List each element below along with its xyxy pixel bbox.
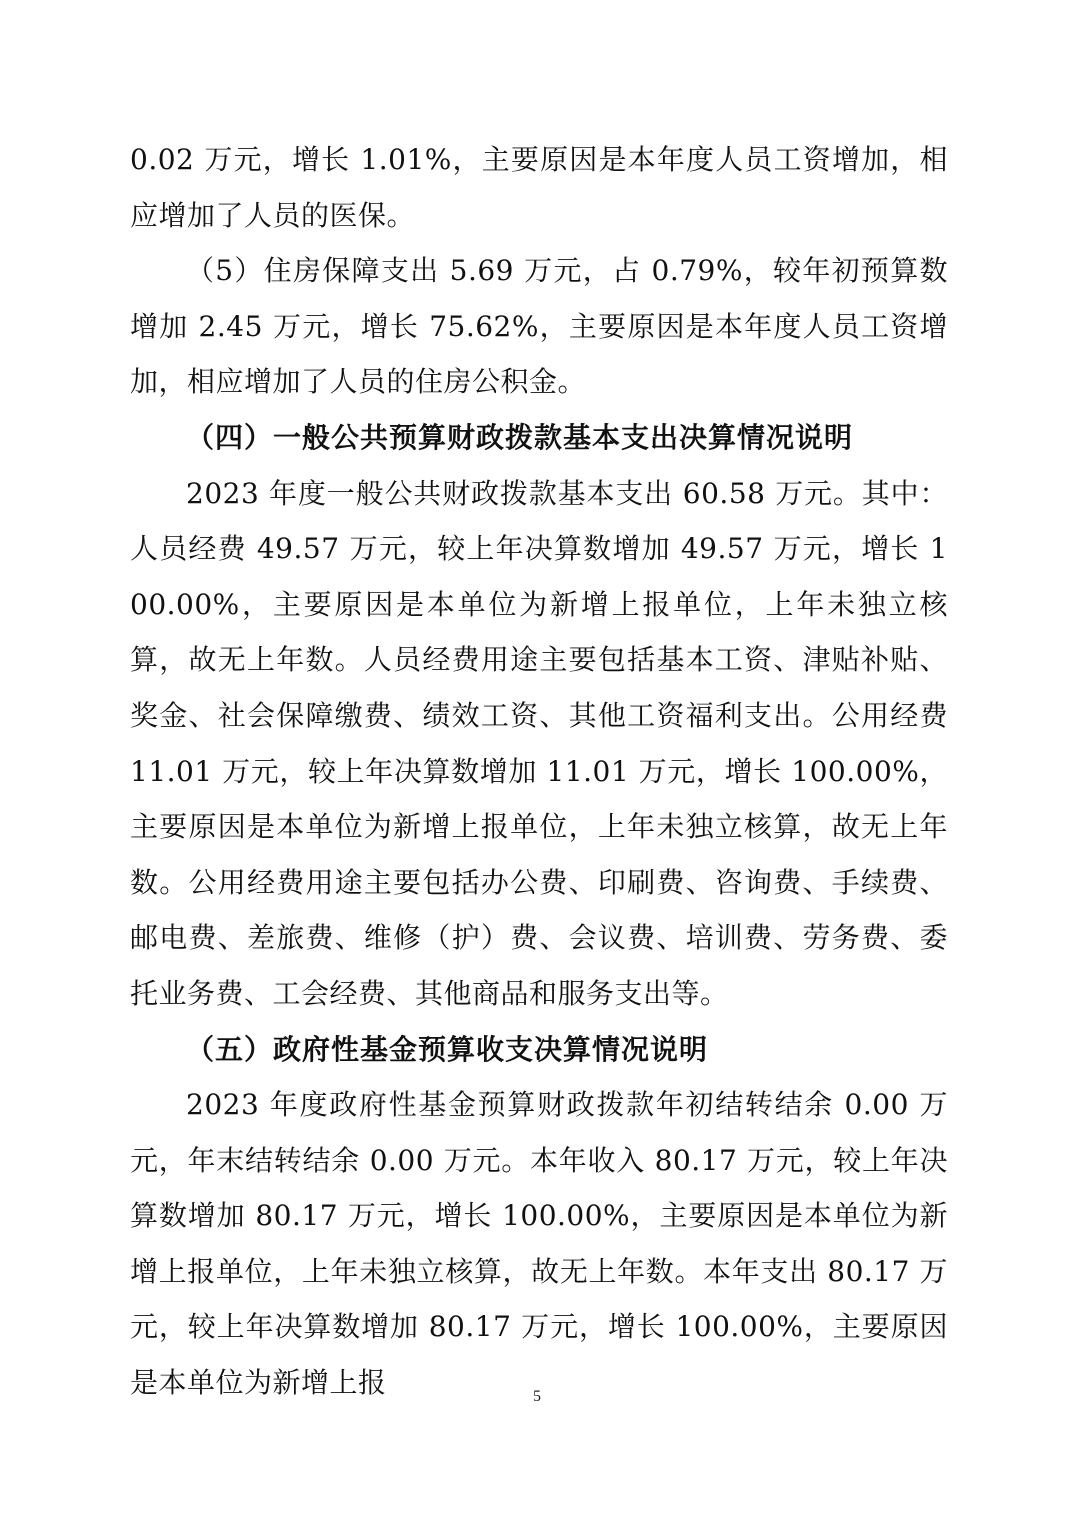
section-heading-basic-expenditure: （四）一般公共预算财政拨款基本支出决算情况说明 bbox=[186, 420, 854, 454]
paragraph-housing-expense: （5）住房保障支出 5.69 万元，占 0.79%，较年初预算数增加 2.45 万元，增长 75.62%，主要原因是本年度人员工资增加，相应增加了人员的住房公积金。 bbox=[130, 254, 948, 399]
body-text bbox=[130, 132, 948, 1411]
page-number: 5 bbox=[533, 1388, 541, 1405]
paragraph-government-fund: 2023 年度政府性基金预算财政拨款年初结转结余 0.00 万元，年末结转结余 0.00 万元。本年收入 80.17 万元，较上年决算数增加 80.17 万元，增长 100.00%，主要原因是本单位为新增上报单位，上年未独立核算，故无上年数。本年支出 80.17 万元，较上年决算数增加 80.17 万元，增长 100.00%，主要原因是本单位为新增上报 bbox=[130, 1088, 948, 1400]
section-heading-government-fund: （五）政府性基金预算收支决算情况说明 bbox=[186, 1032, 709, 1066]
paragraph-basic-expenditure: 2023 年度一般公共财政拨款基本支出 60.58 万元。其中：人员经费 49.57 万元，较上年决算数增加 49.57 万元，增长 100.00%，主要原因是本单位为新增上报单位，上年未独立核算，故无上年数。人员经费用途主要包括基本工资、津贴补贴、奖金、社会保障缴费、绩效工资、其他工资福利支出。公用经费 11.01 万元，较上年决算数增加 11.01 万元，增长 100.00%，主要原因是本单位为新增上报单位，上年未独立核算，故无上年数。公用经费用途主要包括办公费、印刷费、咨询费、手续费、邮电费、差旅费、维修（护）费、会议费、培训费、劳务费、委托业务费、工会经费、其他商品和服务支出等。 bbox=[130, 476, 948, 1010]
paragraph-continuation: 0.02 万元，增长 1.01%，主要原因是本年度人员工资增加，相应增加了人员的医保。 bbox=[130, 143, 948, 232]
